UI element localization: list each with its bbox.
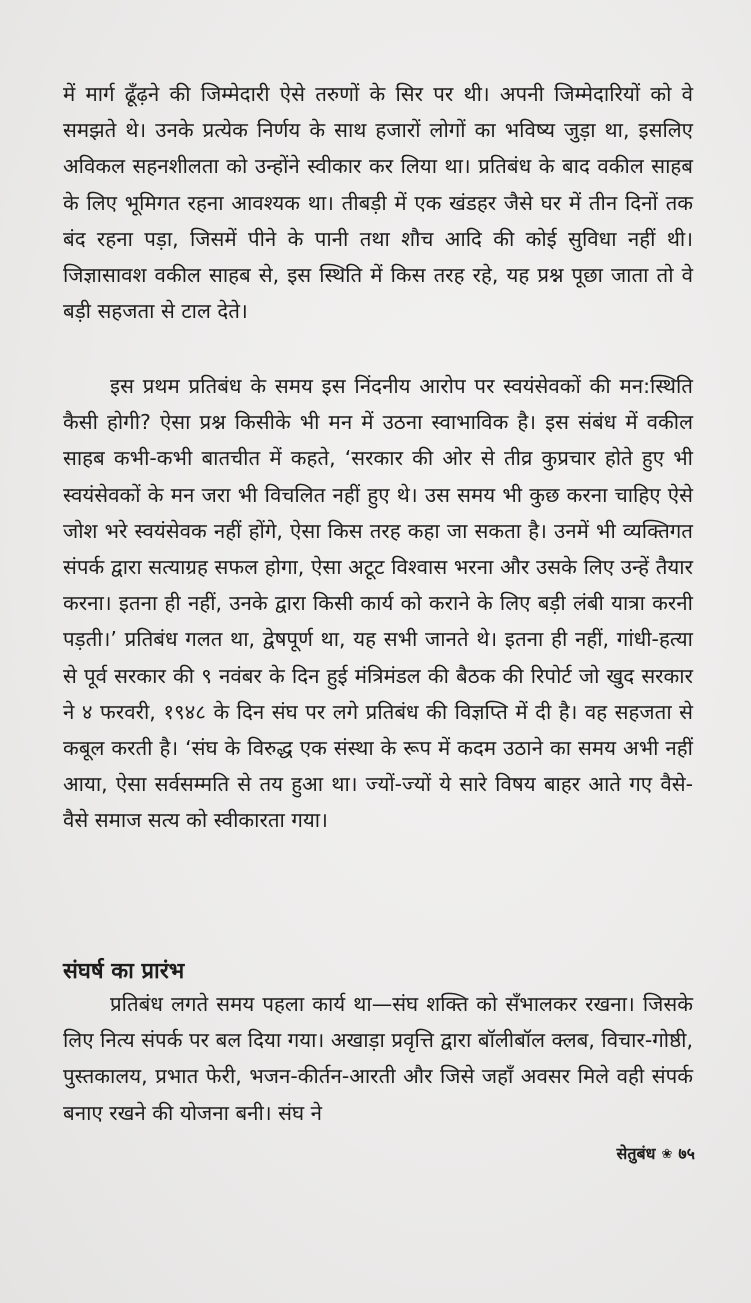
paragraph-1 bbox=[63, 76, 693, 329]
footer-book-title: सेतुबंध bbox=[616, 1144, 656, 1163]
page-footer bbox=[617, 1142, 695, 1166]
flower-ornament-icon: ❀ bbox=[661, 1146, 673, 1162]
footer-page-number: ७५ bbox=[678, 1144, 695, 1163]
section-heading: संघर्ष का प्रारंभ bbox=[63, 959, 185, 984]
paragraph-2-text: इस प्रथम प्रतिबंध के समय इस निंदनीय आरोप पर स्वयंसेवकों की मन:स्थिति कैसी होगी? ऐसा प्रश्न किसीके भी मन में उठना स्वाभाविक है। इस संबंध में वकील साहब कभी-कभी बातचीत में कहते, ‘सरकार की ओर से तीव्र कुप्रचार होते हुए भी स्वयंसेवकों के मन जरा भी विचलित नहीं हुए थे। उस समय भी कुछ करना चाहिए ऐसे जोश भरे स्वयंसेवक नहीं होंगे, ऐसा किस तरह कहा जा सकता है। उनमें भी व्यक्तिगत संपर्क द्वारा सत्याग्रह सफल होगा, ऐसा अटूट विश्वास भरना और उसके लिए उन्हें तैयार करना। इतना ही नहीं, उनके द्वारा किसी कार्य को कराने के लिए बड़ी लंबी यात्रा करनी पड़ती।’ प्रतिबंध गलत था, द्वेषपूर्ण था, यह सभी जानते थे। इतना ही नहीं, गांधी-हत्या से पूर्व सरकार की ९ नवंबर के दिन हुई मंत्रिमंडल की बैठक की रिपोर्ट जो खुद सरकार ने ४ फरवरी, १९४८ के दिन संघ पर लगे प्रतिबंध की विज्ञप्ति में दी है। वह सहजता से कबूल करती है। ‘संघ के विरुद्ध एक संस्था के रूप में कदम उठाने का समय अभी नहीं आया, ऐसा सर्वसम्मति से तय हुआ था। ज्यों-ज्यों ये सारे विषय बाहर आते गए वैसे-वैसे समाज सत्य को स्वीकारता गया। bbox=[63, 374, 693, 833]
paragraph-2 bbox=[63, 368, 693, 839]
section-paragraph bbox=[63, 986, 693, 1131]
paragraph-1-text: में मार्ग ढूँढ़ने की जिम्मेदारी ऐसे तरुणों के सिर पर थी। अपनी जिम्मेदारियों को वे समझते थे। उनके प्रत्येक निर्णय के साथ हजारों लोगों का भविष्य जुड़ा था, इसलिए अविकल सहनशीलता को उन्होंने स्वीकार कर लिया था। प्रतिबंध के बाद वकील साहब के लिए भूमिगत रहना आवश्यक था। तीबड़ी में एक खंडहर जैसे घर में तीन दिनों तक बंद रहना पड़ा, जिसमें पीने के पानी तथा शौच आदि की कोई सुविधा नहीं थी। जिज्ञासावश वकील साहब से, इस स्थिति में किस तरह रहे, यह प्रश्न पूछा जाता तो वे बड़ी सहजता से टाल देते। bbox=[63, 82, 693, 324]
section-paragraph-text: प्रतिबंध लगते समय पहला कार्य था—संघ शक्ति को सँभालकर रखना। जिसके लिए नित्य संपर्क पर बल दिया गया। अखाड़ा प्रवृत्ति द्वारा बॉलीबॉल क्लब, विचार-गोष्ठी, पुस्तकालय, प्रभात फेरी, भजन-कीर्तन-आरती और जिसे जहाँ अवसर मिले वही संपर्क बनाए रखने की योजना बनी। संघ ने bbox=[63, 992, 693, 1125]
